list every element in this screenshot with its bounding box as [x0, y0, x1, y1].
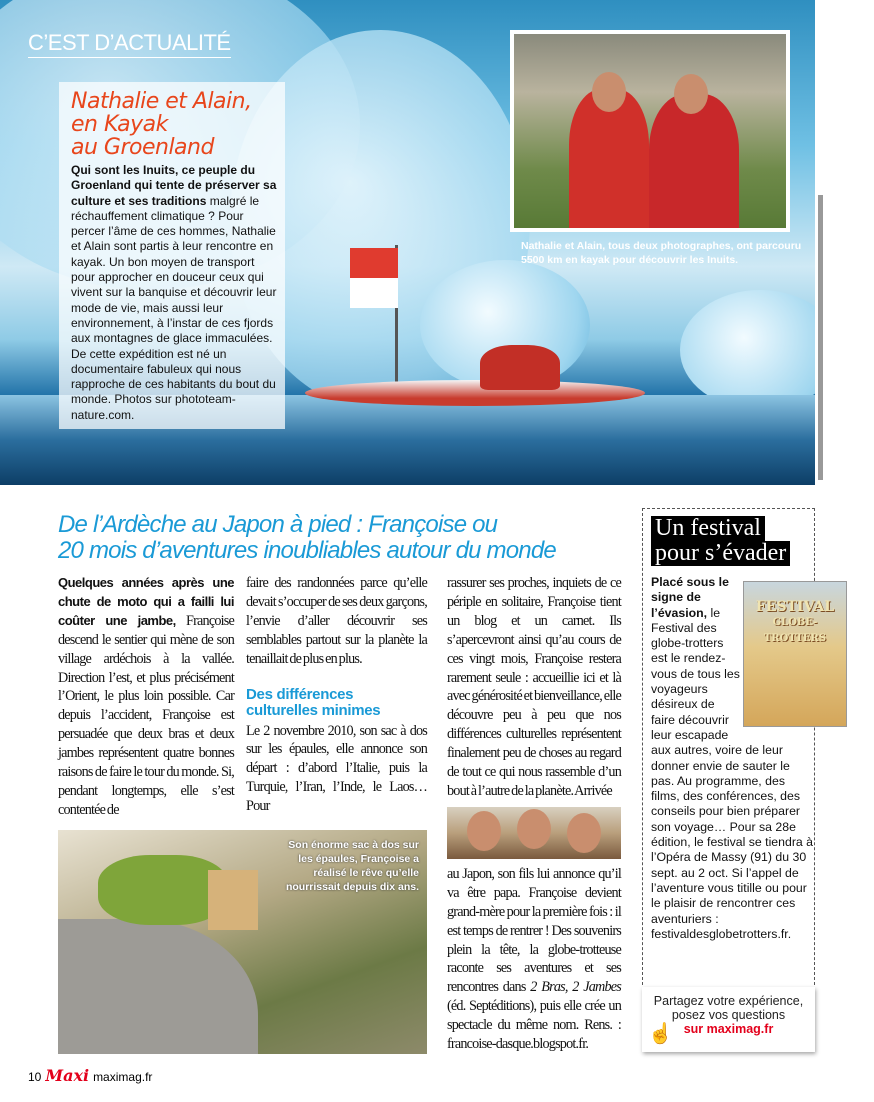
section-title: C’EST D’ACTUALITÉ — [28, 30, 231, 58]
japan-photo — [447, 807, 621, 859]
promo-box[interactable]: Partagez votre expérience, posez vos questions sur maximag.fr ☝ — [642, 987, 815, 1052]
hiker-photo-caption: Son énorme sac à dos sur les épaules, Françoise a réalisé le rêve qu’elle nourrissait depuis dix ans. — [285, 838, 419, 893]
footer-site: maximag.fr — [93, 1070, 153, 1084]
article-column-1: Quelques années après une chute de moto qui a failli lui coûter une jambe, Françoise descend le sentier qui mène de son village ardéchois à la vallée. Direction l’est, et plus précisément l’Orient, le plus loin possible. Car depuis l’accident, Françoise est persuadée que deux bras et deux jambes représentent quatre bonnes raisons de faire le tour du monde. Si, pendant longtemps, elle s’est contentée de — [58, 575, 234, 818]
festival-sidebar — [648, 515, 814, 1052]
article-column-3b: au Japon, son fils lui annonce qu’il va être papa. Françoise devient grand-mère pour la première fois : il est temps de rentrer ! Des souvenirs plein la tête, la globe-trotteuse raconte ses aventures et ses rencontres dans 2 Bras, 2 Jambes (éd. Septéditions), puis elle crée un spectacle du même nom. Rens. : francoise-dasque.blogspot.fr. — [447, 865, 621, 1053]
article-column-3a: rassurer ses proches, inquiets de ce périple en solitaire, Françoise tient un blog et un carnet. Ils s’apercevront ainsi qu’au cours de ces vingt mois, Françoise restera rarement seule : accueillie ici et là avec générosité et bienveillance, elle découvre peu à peu que nos différences culturelles représentent finalement peu de choses au regard de tout ce qui nous rassemble d’un bout à l’autre de la planète. Arrivée — [447, 575, 621, 799]
intro-title: Nathalie et Alain, en Kayak au Groenland — [71, 89, 252, 160]
article-body — [58, 574, 621, 1054]
festival-poster: FESTIVAL GLOBE-TROTTERS — [743, 581, 847, 727]
couple-photo-caption: Nathalie et Alain, tous deux photographes, ont parcouru 5500 km en kayak pour découvrir les Inuits. — [521, 240, 802, 266]
maximag-link[interactable]: sur maximag.fr — [683, 1022, 774, 1036]
couple-photo — [510, 30, 790, 232]
intro-text: Qui sont les Inuits, ce peuple du Groenland qui tente de préserver sa culture et ses traditions malgré le réchauffement climatique ? Pour percer l’âme de ces hommes, Nathalie et Alain sont partis à leur rencontre en kayak. Un bon moyen de transport pour approcher en douceur ceux qui vivent sur la banquise et découvrir leur mode de vie, mais aussi leur environnement, à l’instar de ces fjords aux montagnes de glace immaculées. De cette expédition est né un documentaire fabuleux qui nous rapproche de ces habitants du bout du monde. Photos sur phototeam-nature.com. — [71, 163, 277, 422]
pointing-hand-icon: ☝ — [648, 1023, 673, 1045]
festival-title: Un festival pour s’évader — [651, 516, 813, 566]
festival-text: Placé sous le signe de l’évasion, le Festival des globe-trotters est le rendez-vous de tous les voyageurs désireux de faire découvrir leur escapade aux autres, voire de leur donner envie de sauter le pas. Au programme, des films, des conférences, des conseils pour bien préparer son voyage… Pour sa 28e édition, le festival se tiendra à l’Opéra de Massy (91) du 30 sept. au 2 oct. Si l’appel de l’aventure vous titille ou pour le plaisir de rencontrer ces aventuriers : festivaldesglobetrotters.fr. — [651, 575, 814, 941]
article-column-2: faire des randonnées parce qu’elle devait s’occuper de ses deux garçons, l’envie d’aller découvrir ses semblables partout sur la planète la tenaillait de plus en plus. Des différences culturelles minimes Le 2 novembre 2010, son sac à dos sur les épaules, elle annonce son départ : d’abord l’Italie, puis la Turquie, l’Iran, l’Inde, le Laos… Pour — [246, 575, 427, 815]
kayak — [305, 380, 645, 406]
flag — [350, 248, 398, 308]
article-subheading: Des différences culturelles minimes — [246, 685, 381, 719]
page-number: 10 — [28, 1070, 42, 1084]
footer — [28, 1066, 152, 1085]
article-title: De l’Ardèche au Japon à pied : Françoise ou 20 mois d’aventures inoubliables autour du monde — [58, 511, 556, 564]
intro-box — [59, 82, 285, 429]
maxi-logo: Maxi — [45, 1066, 90, 1085]
hiker-photo — [58, 830, 427, 1054]
divider — [818, 195, 823, 480]
